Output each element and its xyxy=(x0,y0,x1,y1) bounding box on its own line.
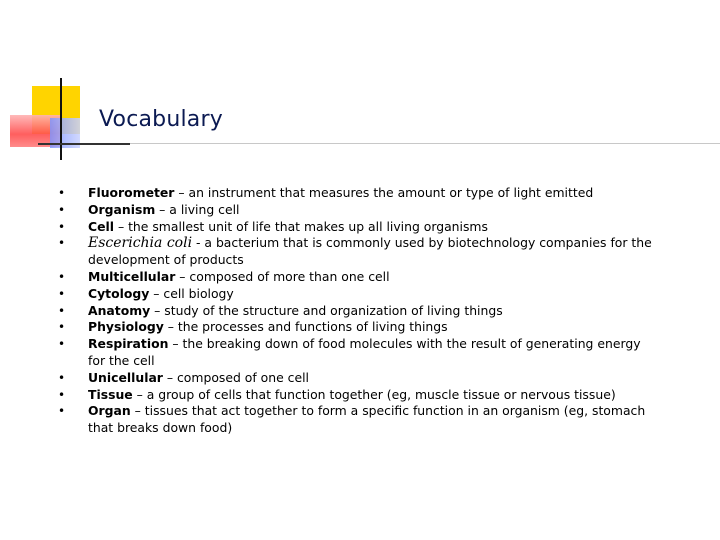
list-item xyxy=(56,387,656,404)
definition: – the smallest unit of life that makes up all living organisms xyxy=(114,218,488,234)
list-item xyxy=(56,269,656,286)
definition: – study of the structure and organization of living things xyxy=(150,302,503,318)
list-item xyxy=(56,319,656,336)
slide-title: Vocabulary xyxy=(99,107,223,132)
term: Respiration xyxy=(88,336,169,352)
term: Organ xyxy=(88,403,131,419)
list-item xyxy=(56,202,656,219)
list-item xyxy=(56,286,656,303)
bullet-icon: • xyxy=(58,337,66,352)
bullet-icon: • xyxy=(58,186,66,200)
term: Physiology xyxy=(88,319,164,335)
bullet-icon: • xyxy=(58,387,66,402)
bullet-icon: • xyxy=(58,286,66,301)
bullet-icon: • xyxy=(58,219,66,234)
definition: – tissues that act together to form a specific function in an organism (eg, stomach that breaks down food) xyxy=(88,403,646,436)
list-item xyxy=(56,235,656,269)
definition: – a living cell xyxy=(155,201,240,217)
definition: - a bacterium that is commonly used by biotechnology companies for the development of products xyxy=(88,235,652,268)
list-item xyxy=(56,336,656,370)
title-underline xyxy=(130,143,720,144)
bullet-icon: • xyxy=(58,320,66,335)
definition: – the processes and functions of living things xyxy=(163,319,448,335)
term: Organism xyxy=(88,201,156,217)
list-item xyxy=(56,370,656,387)
list-item xyxy=(56,219,656,236)
decorative-vertical-line xyxy=(60,78,62,160)
bullet-icon: • xyxy=(58,404,66,419)
term: Tissue xyxy=(88,386,133,402)
decorative-horizontal-line xyxy=(38,143,130,145)
term: Multicellular xyxy=(88,268,176,284)
term: Anatomy xyxy=(88,302,151,318)
definition: – cell biology xyxy=(149,285,234,301)
bullet-icon: • xyxy=(58,370,66,385)
term: Fluorometer xyxy=(88,185,175,200)
list-item xyxy=(56,403,656,437)
bullet-icon: • xyxy=(58,269,66,284)
definition: – a group of cells that function together (eg, muscle tissue or nervous tissue) xyxy=(132,386,616,402)
definition: – composed of more than one cell xyxy=(175,268,390,284)
term: Escerichia coli xyxy=(88,235,193,252)
list-item xyxy=(56,303,656,320)
list-item xyxy=(56,185,656,202)
term: Unicellular xyxy=(88,369,163,385)
definition: – an instrument that measures the amount or type of light emitted xyxy=(174,185,594,200)
term: Cytology xyxy=(88,285,150,301)
term: Cell xyxy=(88,218,114,234)
definition: – composed of one cell xyxy=(162,369,309,385)
bullet-icon: • xyxy=(58,236,66,251)
definition: – the breaking down of food molecules with the result of generating energy for the cell xyxy=(88,336,641,368)
vocabulary-list xyxy=(56,185,656,437)
bullet-icon: • xyxy=(58,303,66,318)
bullet-icon: • xyxy=(58,202,66,217)
